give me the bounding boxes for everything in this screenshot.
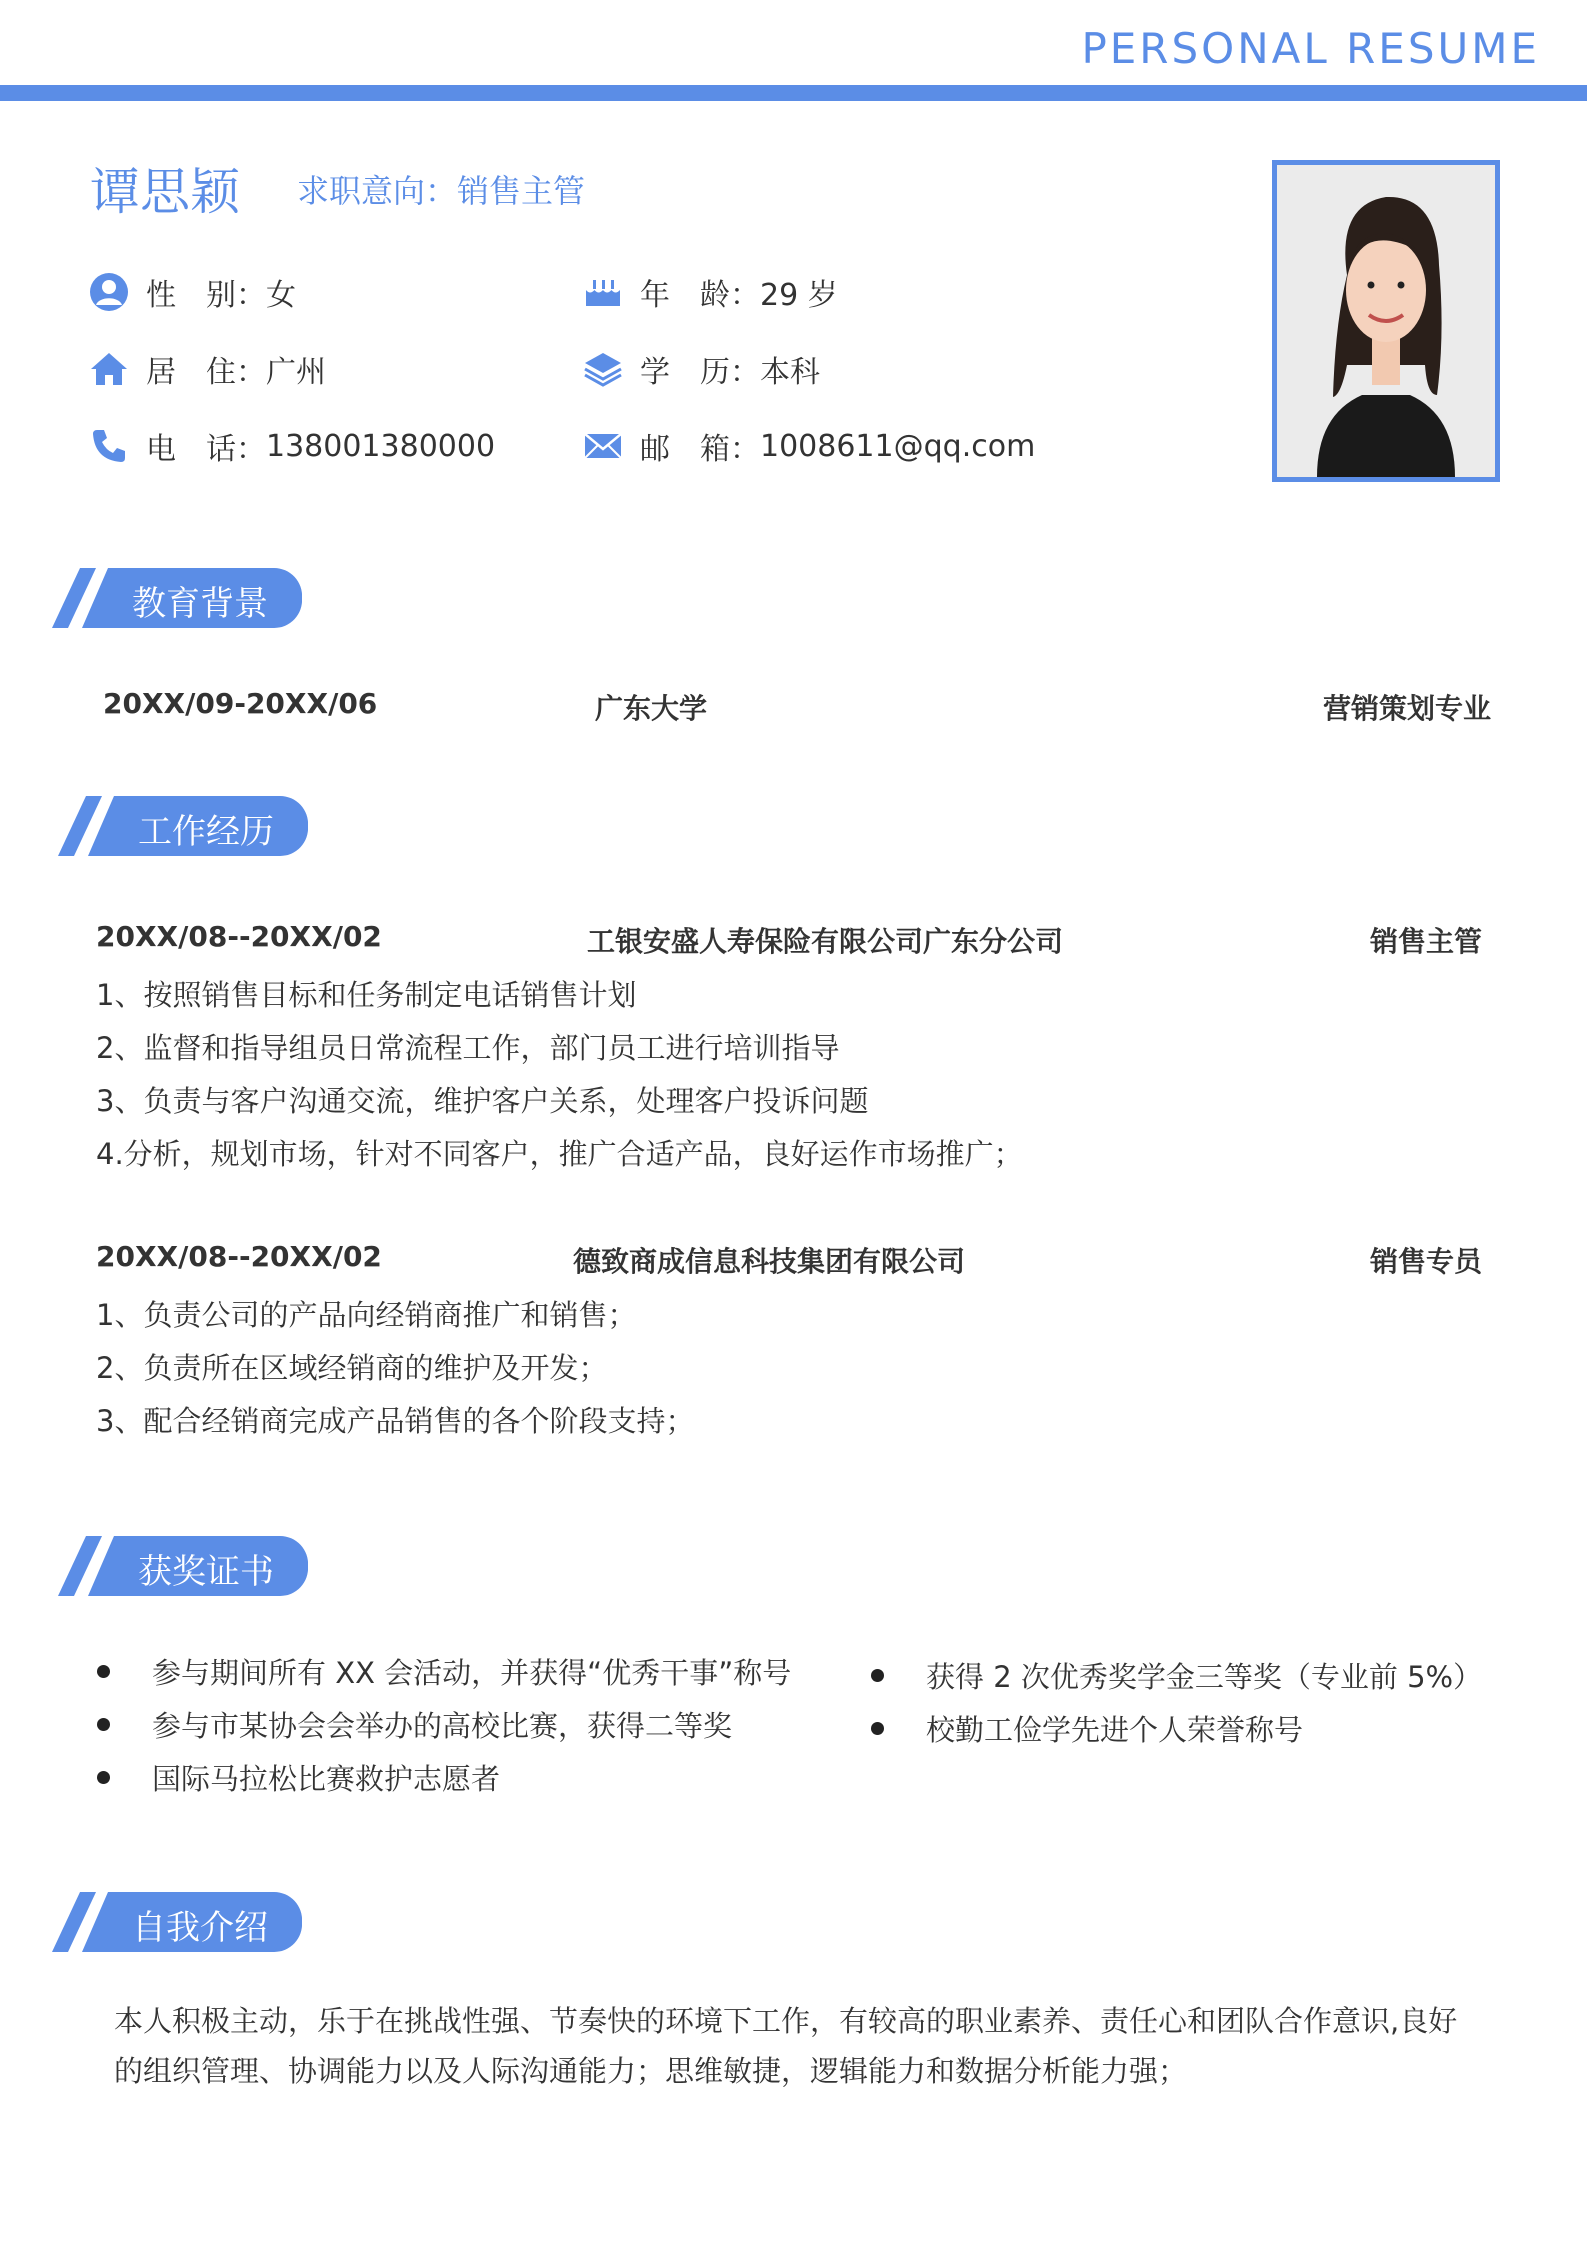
award-item bbox=[97, 1704, 732, 1745]
info-label: 性 别： bbox=[146, 278, 266, 313]
info-education bbox=[582, 347, 820, 391]
mail-icon bbox=[582, 425, 624, 467]
info-value: 女 bbox=[266, 278, 296, 313]
bullet-dot bbox=[97, 1718, 110, 1731]
info-value: 138001380000 bbox=[266, 428, 496, 464]
layers-icon bbox=[582, 348, 624, 390]
info-value: 本科 bbox=[760, 355, 820, 390]
section-header-intro bbox=[52, 1892, 312, 1952]
header-title: PERSONAL RESUME bbox=[1081, 24, 1540, 73]
info-value: 广州 bbox=[266, 355, 326, 390]
info-age bbox=[582, 270, 838, 314]
bullet-dot bbox=[871, 1669, 884, 1682]
section-header-work bbox=[58, 796, 318, 856]
job-dates: 20XX/08--20XX/02 bbox=[96, 920, 382, 953]
award-text: 参与市某协会会举办的高校比赛，获得二等奖 bbox=[152, 1709, 733, 1743]
job-role: 销售主管 bbox=[1369, 925, 1482, 958]
job-duty: 3、配合经销商完成产品销售的各个阶段支持； bbox=[96, 1404, 695, 1438]
education-school: 广东大学 bbox=[595, 692, 708, 725]
job-duty: 1、负责公司的产品向经销商推广和销售； bbox=[96, 1298, 637, 1332]
award-text: 校勤工俭学先进个人荣誉称号 bbox=[926, 1713, 1304, 1747]
info-label: 学 历： bbox=[640, 355, 760, 390]
profile-photo bbox=[1272, 160, 1500, 482]
job-duty: 2、负责所在区域经销商的维护及开发； bbox=[96, 1351, 608, 1385]
job-duty: 3、负责与客户沟通交流，维护客户关系，处理客户投诉问题 bbox=[96, 1084, 869, 1118]
job-duty: 4.分析，规划市场，针对不同客户，推广合适产品，良好运作市场推广； bbox=[96, 1137, 1023, 1171]
section-title: 教育背景 bbox=[132, 584, 268, 624]
award-text: 参与期间所有 XX 会活动，并获得“优秀干事”称号 bbox=[152, 1656, 792, 1690]
info-email bbox=[582, 424, 1035, 468]
job-role: 销售专员 bbox=[1369, 1245, 1482, 1278]
bullet-dot bbox=[97, 1665, 110, 1678]
section-title: 获奖证书 bbox=[138, 1552, 274, 1592]
candidate-name: 谭思颖 bbox=[90, 163, 240, 221]
award-item bbox=[871, 1708, 1303, 1749]
award-item bbox=[97, 1757, 500, 1798]
info-label: 年 龄： bbox=[640, 278, 760, 313]
section-header-awards bbox=[58, 1536, 318, 1596]
section-title: 工作经历 bbox=[138, 812, 274, 852]
phone-icon bbox=[88, 425, 130, 467]
header-divider bbox=[0, 85, 1587, 101]
education-dates: 20XX/09-20XX/06 bbox=[103, 687, 378, 720]
bullet-dot bbox=[97, 1771, 110, 1784]
home-icon bbox=[88, 348, 130, 390]
birthday-cake-icon bbox=[582, 271, 624, 313]
info-residence bbox=[88, 347, 326, 391]
award-text: 国际马拉松比赛救护志愿者 bbox=[152, 1762, 501, 1796]
bullet-dot bbox=[871, 1722, 884, 1735]
info-value: 29 岁 bbox=[760, 278, 838, 313]
user-icon bbox=[88, 271, 130, 313]
section-title: 自我介绍 bbox=[132, 1908, 268, 1948]
job-duty: 2、监督和指导组员日常流程工作，部门员工进行培训指导 bbox=[96, 1031, 840, 1065]
info-label: 居 住： bbox=[146, 355, 266, 390]
section-header-education bbox=[52, 568, 312, 628]
info-phone bbox=[88, 424, 495, 468]
award-text: 获得 2 次优秀奖学金三等奖（专业前 5%） bbox=[926, 1660, 1483, 1694]
avatar bbox=[1277, 165, 1495, 477]
job-company: 德致商成信息科技集团有限公司 bbox=[573, 1245, 966, 1278]
job-duty: 1、按照销售目标和任务制定电话销售计划 bbox=[96, 978, 637, 1012]
education-major: 营销策划专业 bbox=[1322, 692, 1491, 725]
info-label: 电 话： bbox=[146, 432, 266, 467]
info-label: 邮 箱： bbox=[640, 432, 760, 467]
info-value: 1008611@qq.com bbox=[760, 428, 1036, 464]
info-gender bbox=[88, 270, 296, 314]
job-intent: 求职意向：销售主管 bbox=[297, 172, 586, 210]
award-item bbox=[97, 1651, 791, 1692]
award-item bbox=[871, 1655, 1482, 1696]
job-company: 工银安盛人寿保险有限公司广东分公司 bbox=[587, 925, 1064, 958]
self-intro-text: 本人积极主动，乐于在挑战性强、节奏快的环境下工作，有较高的职业素养、责任心和团队合作意识,良好的组织管理、协调能力以及人际沟通能力；思维敏捷，逻辑能力和数据分析能力强； bbox=[114, 2004, 1458, 2088]
job-dates: 20XX/08--20XX/02 bbox=[96, 1240, 382, 1273]
